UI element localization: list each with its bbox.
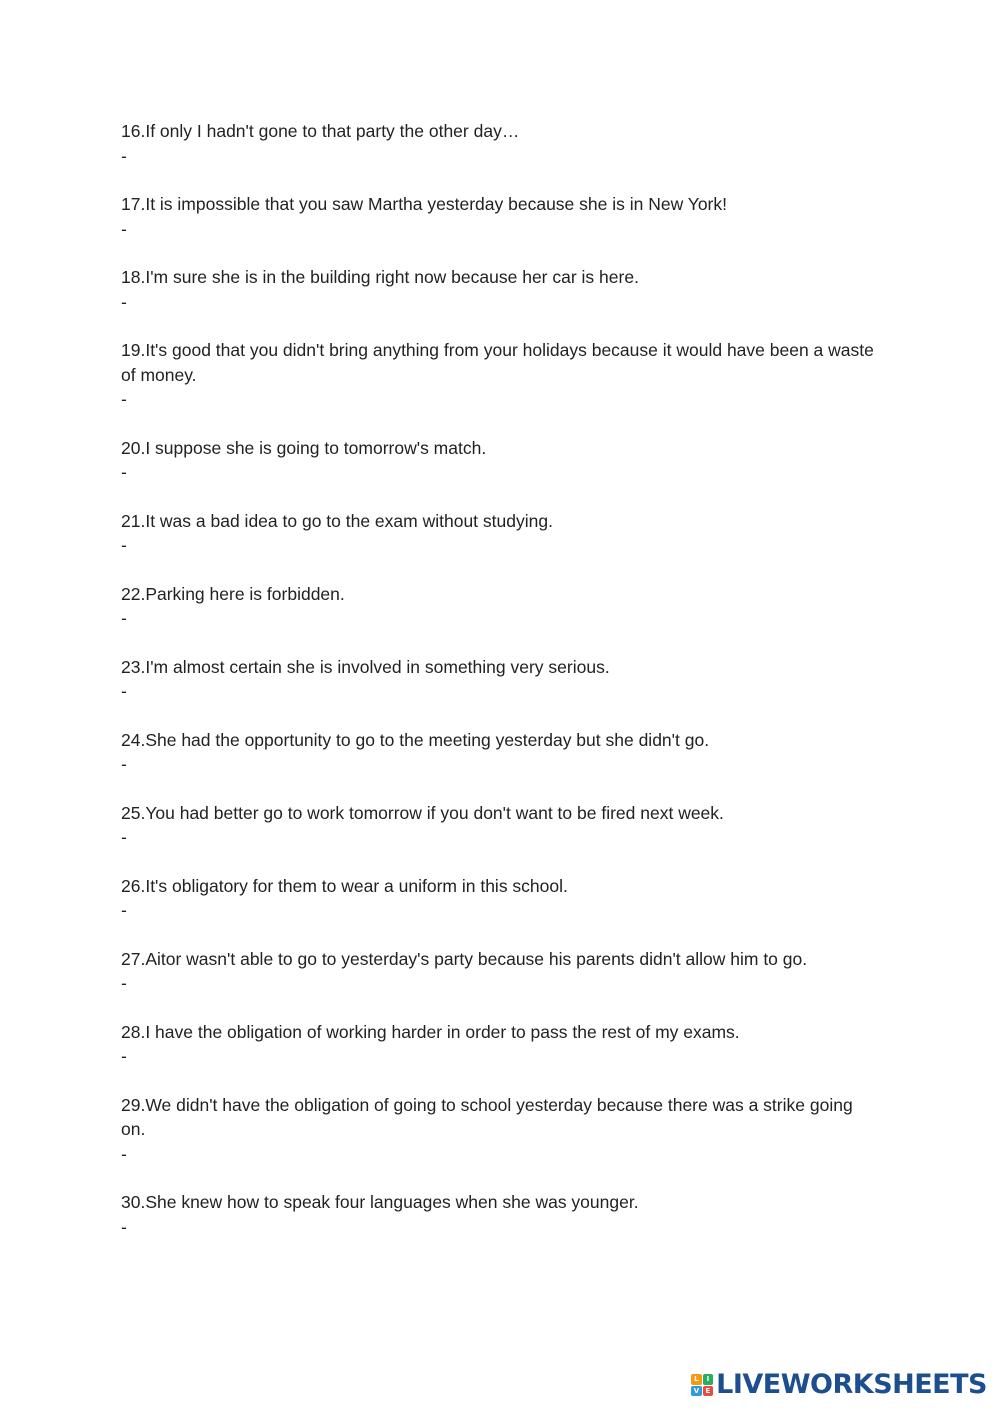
- exercise-prompt: 21.It was a bad idea to go to the exam without studying.: [121, 510, 553, 531]
- answer-line[interactable]: -: [121, 1143, 127, 1164]
- exercise-item: [121, 1020, 881, 1069]
- answer-line[interactable]: -: [121, 218, 127, 239]
- logo-letter: L: [691, 1374, 702, 1385]
- exercise-item: [121, 509, 881, 558]
- exercise-item: [121, 728, 881, 777]
- exercise-prompt: 27.Aitor wasn't able to go to yesterday's party because his parents didn't allow him to go.: [121, 948, 808, 969]
- exercise-prompt: 18.I'm sure she is in the building right now because her car is here.: [121, 267, 639, 287]
- answer-line[interactable]: -: [121, 462, 127, 482]
- exercise-prompt: 29.We didn't have the obligation of going to school yesterday because there was a strike going on.: [121, 1094, 853, 1139]
- liveworksheets-logo-icon: [691, 1374, 713, 1396]
- answer-line[interactable]: -: [121, 754, 127, 774]
- exercise-item: [121, 801, 881, 850]
- liveworksheets-brand[interactable]: [691, 1370, 987, 1400]
- logo-letter: E: [703, 1386, 714, 1397]
- logo-letter: V: [691, 1386, 702, 1397]
- exercise-prompt: 17.It is impossible that you saw Martha yesterday because she is in New York!: [121, 194, 727, 214]
- exercise-item: [121, 265, 881, 314]
- exercise-prompt: 19.It's good that you didn't bring anything from your holidays because it would have been a waste of money.: [121, 340, 874, 385]
- exercise-item: [121, 1093, 881, 1167]
- answer-line[interactable]: -: [121, 535, 127, 555]
- exercise-item: [121, 436, 881, 485]
- exercise-item: [121, 655, 881, 704]
- exercise-item: [121, 119, 881, 168]
- answer-line[interactable]: -: [121, 291, 127, 312]
- answer-line[interactable]: -: [121, 827, 127, 847]
- exercise-prompt: 24.She had the opportunity to go to the meeting yesterday but she didn't go.: [121, 729, 710, 750]
- exercise-prompt: 20.I suppose she is going to tomorrow's match.: [121, 437, 487, 458]
- exercise-prompt: 26.It's obligatory for them to wear a uniform in this school.: [121, 875, 568, 896]
- exercise-item: [121, 192, 881, 241]
- exercise-prompt: 16.If only I hadn't gone to that party the other day…: [121, 121, 520, 141]
- exercise-prompt: 22.Parking here is forbidden.: [121, 583, 345, 604]
- exercise-list: [121, 119, 881, 1263]
- exercise-item: [121, 582, 881, 631]
- exercise-item: [121, 947, 881, 996]
- exercise-prompt: 30.She knew how to speak four languages when she was younger.: [121, 1192, 639, 1212]
- answer-line[interactable]: -: [121, 1046, 127, 1066]
- answer-line[interactable]: -: [121, 389, 127, 409]
- answer-line[interactable]: -: [121, 900, 127, 920]
- answer-line[interactable]: -: [121, 1216, 127, 1237]
- brand-name: LIVEWORKSHEETS: [716, 1369, 987, 1400]
- logo-letter: I: [703, 1374, 714, 1385]
- exercise-prompt: 23.I'm almost certain she is involved in something very serious.: [121, 656, 610, 677]
- exercise-prompt: 28.I have the obligation of working harder in order to pass the rest of my exams.: [121, 1021, 740, 1042]
- answer-line[interactable]: -: [121, 608, 127, 628]
- answer-line[interactable]: -: [121, 145, 127, 166]
- exercise-prompt: 25.You had better go to work tomorrow if you don't want to be fired next week.: [121, 802, 724, 823]
- exercise-item: [121, 1190, 881, 1239]
- answer-line[interactable]: -: [121, 681, 127, 701]
- exercise-item: [121, 874, 881, 923]
- answer-line[interactable]: -: [121, 973, 127, 993]
- exercise-item: [121, 338, 881, 412]
